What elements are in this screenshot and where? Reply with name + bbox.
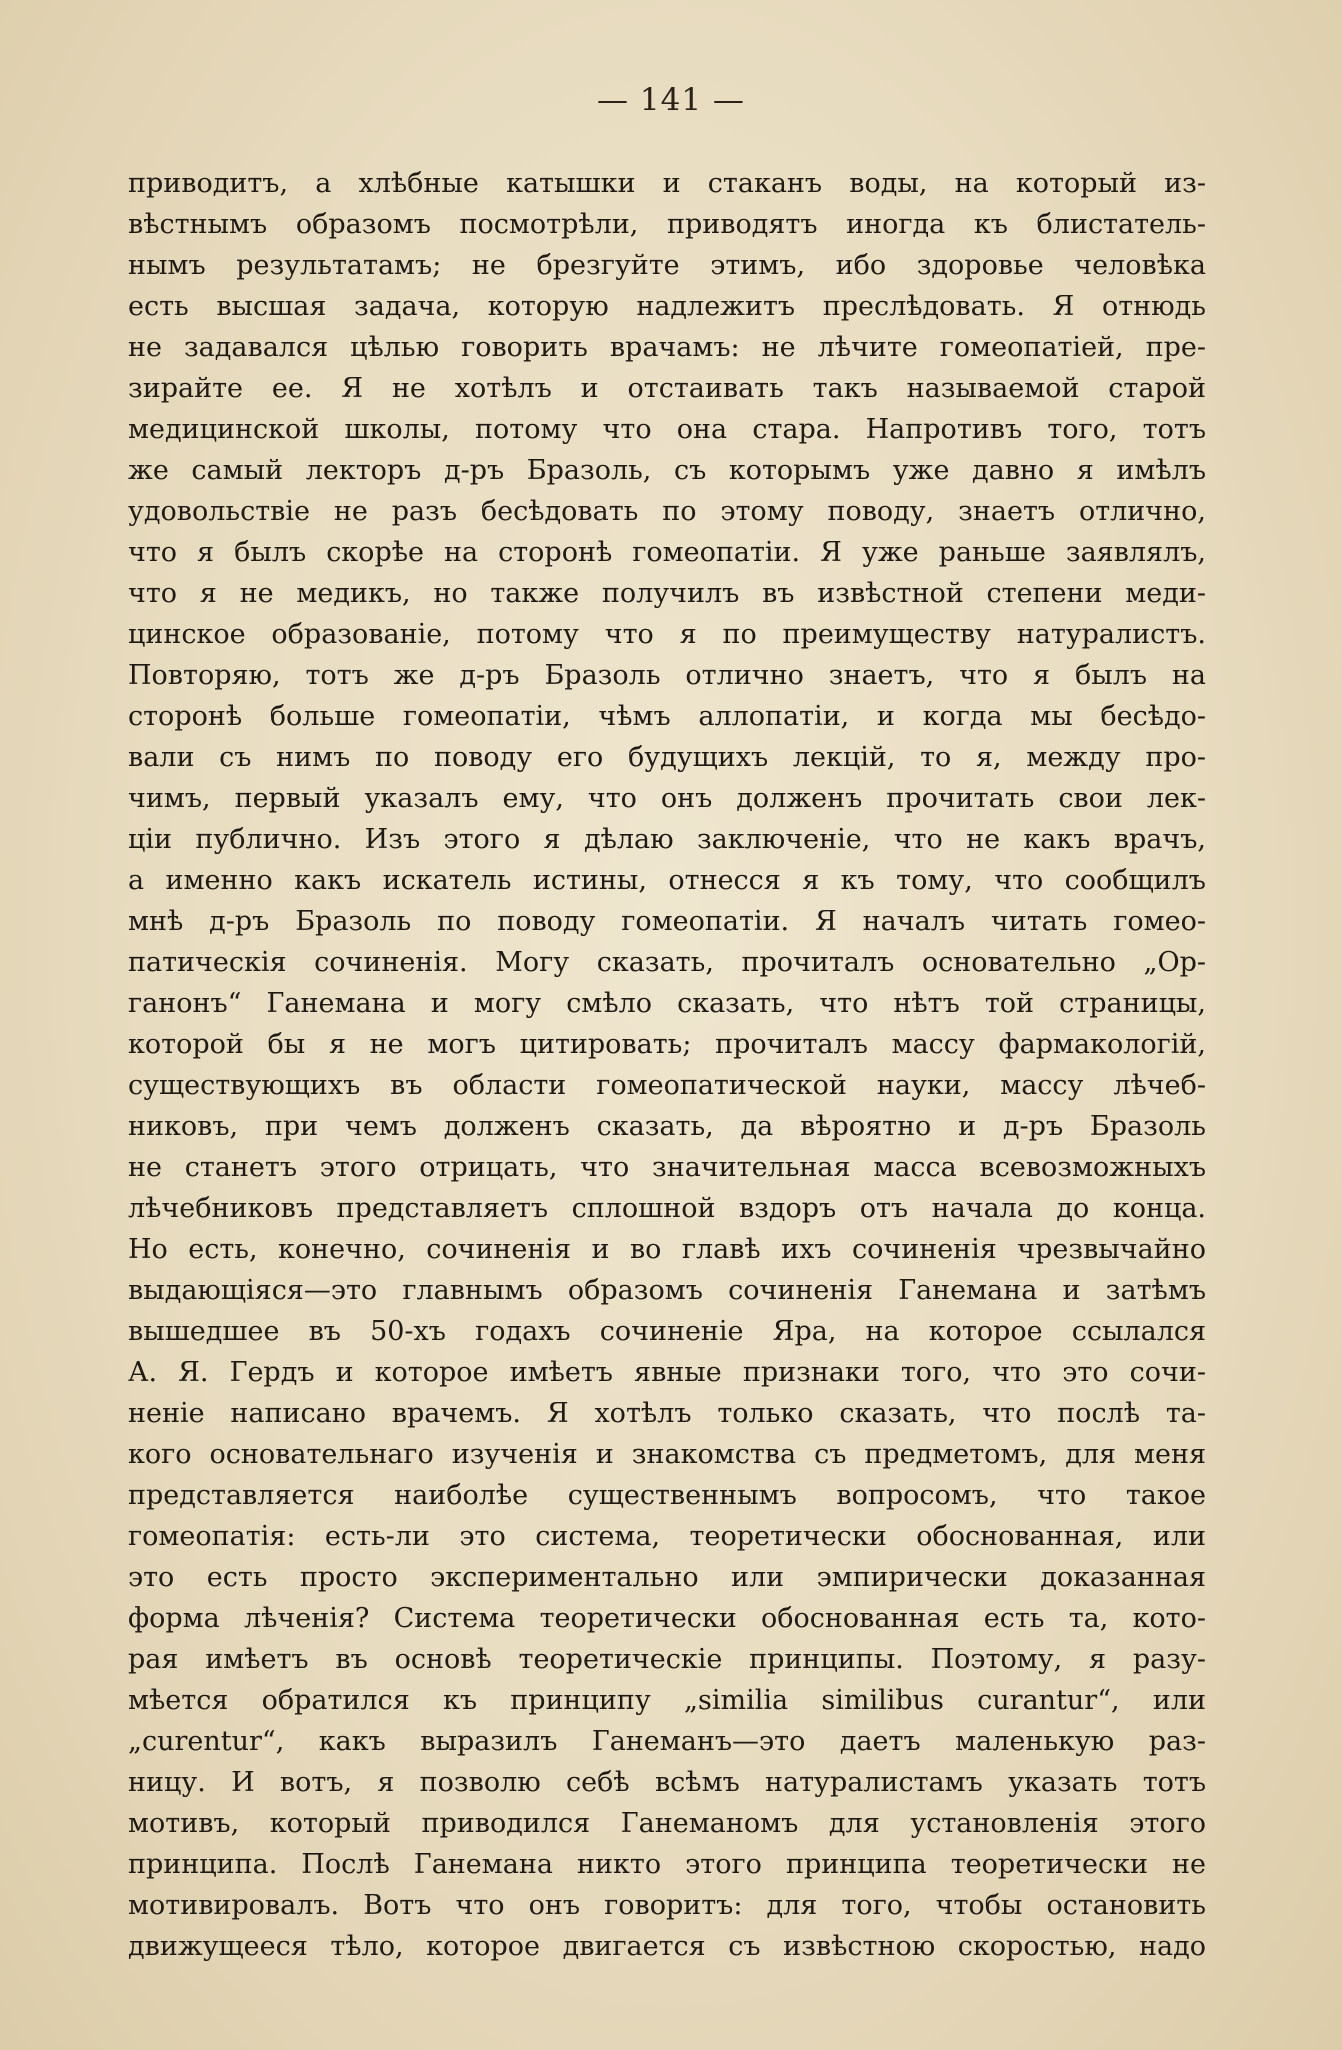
text-line: мѣется обратился къ принципу „similia similibus curantur“, или <box>128 1685 1206 1716</box>
text-line: вѣстнымъ образомъ посмотрѣли, приводятъ иногда къ блистатель- <box>128 209 1206 240</box>
text-line: цинское образованіе, потому что я по преимуществу натуралистъ. <box>128 619 1206 650</box>
text-line: которой бы я не могъ цитировать; прочиталъ массу фармакологій, <box>128 1029 1206 1060</box>
text-line: форма лѣченія? Система теоретически обоснованная есть та, кото- <box>128 1603 1206 1634</box>
text-line: не станетъ этого отрицать, что значительная масса всевозможныхъ <box>128 1152 1206 1183</box>
text-line: „curentur“, какъ выразилъ Ганеманъ—это даетъ маленькую раз- <box>128 1726 1206 1757</box>
text-line: мнѣ д-ръ Бразоль по поводу гомеопатіи. Я началъ читать гомео- <box>128 906 1206 937</box>
text-line: А. Я. Гердъ и которое имѣетъ явные признаки того, что это сочи- <box>128 1357 1206 1388</box>
text-line: ганонъ“ Ганемана и могу смѣло сказать, что нѣтъ той страницы, <box>128 988 1206 1019</box>
text-line: мотивъ, который приводился Ганеманомъ для установленія этого <box>128 1808 1206 1839</box>
text-line: вышедшее въ 50-хъ годахъ сочиненіе Яра, на которое ссылался <box>128 1316 1206 1347</box>
text-line: ціи публично. Изъ этого я дѣлаю заключеніе, что не какъ врачъ, <box>128 824 1206 855</box>
text-line: что я не медикъ, но также получилъ въ извѣстной степени меди- <box>128 578 1206 609</box>
text-line: же самый лекторъ д-ръ Бразоль, съ которымъ уже давно я имѣлъ <box>128 455 1206 486</box>
text-line: выдающіяся—это главнымъ образомъ сочиненія Ганемана и затѣмъ <box>128 1275 1206 1306</box>
text-line: Но есть, конечно, сочиненія и во главѣ ихъ сочиненія чрезвычайно <box>128 1234 1206 1265</box>
text-line: лѣчебниковъ представляетъ сплошной вздоръ отъ начала до конца. <box>128 1193 1206 1224</box>
text-line: это есть просто экспериментально или эмпирически доказанная <box>128 1562 1206 1593</box>
text-line: существующихъ въ области гомеопатической науки, массу лѣчеб- <box>128 1070 1206 1101</box>
text-line: представляется наиболѣе существеннымъ вопросомъ, что такое <box>128 1480 1206 1511</box>
text-line: принципа. Послѣ Ганемана никто этого принципа теоретически не <box>128 1849 1206 1880</box>
text-line: патическія сочиненія. Могу сказать, прочиталъ основательно „Ор- <box>128 947 1206 978</box>
text-line: никовъ, при чемъ долженъ сказать, да вѣроятно и д-ръ Бразоль <box>128 1111 1206 1142</box>
text-line: сторонѣ больше гомеопатіи, чѣмъ аллопатіи, и когда мы бесѣдо- <box>128 701 1206 732</box>
text-line: нымъ результатамъ; не брезгуйте этимъ, ибо здоровье человѣка <box>128 250 1206 281</box>
text-line: неніе написано врачемъ. Я хотѣлъ только сказать, что послѣ та- <box>128 1398 1206 1429</box>
page-number: — 141 — <box>597 82 745 118</box>
text-line: вали съ нимъ по поводу его будущихъ лекцій, то я, между про- <box>128 742 1206 773</box>
text-line: чимъ, первый указалъ ему, что онъ долженъ прочитать свои лек- <box>128 783 1206 814</box>
text-line: зирайте ее. Я не хотѣлъ и отстаивать такъ называемой старой <box>128 373 1206 404</box>
body-text <box>128 163 1206 1967</box>
text-line: Повторяю, тотъ же д-ръ Бразоль отлично знаетъ, что я былъ на <box>128 660 1206 691</box>
text-line: мотивировалъ. Вотъ что онъ говоритъ: для того, чтобы остановить <box>128 1890 1206 1921</box>
text-line: кого основательнаго изученія и знакомства съ предметомъ, для меня <box>128 1439 1206 1470</box>
text-line: удовольствіе не разъ бесѣдовать по этому поводу, знаетъ отлично, <box>128 496 1206 527</box>
text-line: гомеопатія: есть-ли это система, теоретически обоснованная, или <box>128 1521 1206 1552</box>
text-line: а именно какъ искатель истины, отнесся я къ тому, что сообщилъ <box>128 865 1206 896</box>
text-line: есть высшая задача, которую надлежитъ преслѣдовать. Я отнюдь <box>128 291 1206 322</box>
text-line: что я былъ скорѣе на сторонѣ гомеопатіи. Я уже раньше заявлялъ, <box>128 537 1206 568</box>
text-line: движущееся тѣло, которое двигается съ извѣстною скоростью, надо <box>128 1931 1206 1962</box>
text-line: медицинской школы, потому что она стара. Напротивъ того, тотъ <box>128 414 1206 445</box>
text-line: приводитъ, а хлѣбные катышки и стаканъ воды, на который из- <box>128 168 1206 199</box>
text-line: ницу. И вотъ, я позволю себѣ всѣмъ натуралистамъ указать тотъ <box>128 1767 1206 1798</box>
text-line: рая имѣетъ въ основѣ теоретическіе принципы. Поэтому, я разу- <box>128 1644 1206 1675</box>
text-line: не задавался цѣлью говорить врачамъ: не лѣчите гомеопатіей, пре- <box>128 332 1206 363</box>
